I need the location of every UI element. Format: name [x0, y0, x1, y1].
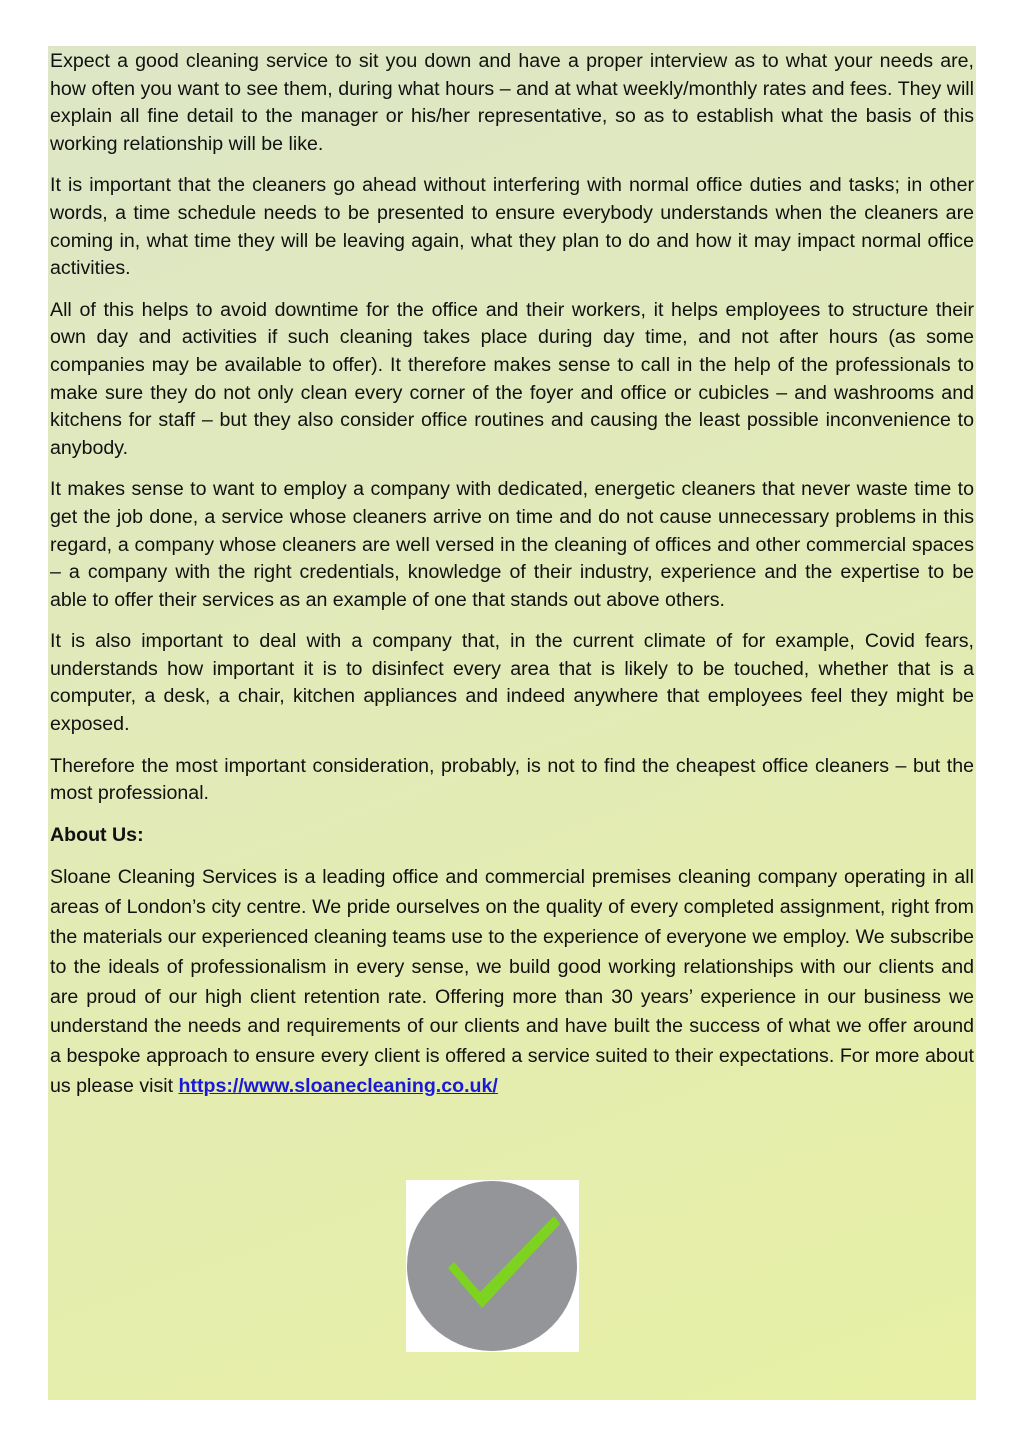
about-text: Sloane Cleaning Services is a leading office and commercial premises cleaning company operating in all areas of London’s city centre. We pride ourselves on the quality of every completed assignment, right from the materials our experienced cleaning teams use to the experience of everyone we employ. We subscribe to the ideals of professionalism in every sense, we build good working relationships with our clients and are proud of our high client retention rate. Offering more than 30 years’ experience in our business we understand the needs and requirements of our clients and have built the success of what we offer around a bespoke approach to ensure every client is offered a service suited to their expectations. For more about us please visit — [50, 866, 974, 1098]
paragraph-downtime: All of this helps to avoid downtime for the office and their workers, it helps employees to structure their own day and activities if such cleaning takes place during day time, and not after hours (as some companies may be available to offer). It therefore makes sense to call in the help of the professionals to make sure they do not only clean every corner of the foyer and office or cubicles – and washrooms and kitchens for staff – but they also consider office routines and causing the least possible inconvenience to anybody. — [50, 298, 974, 459]
document-body — [50, 48, 974, 1102]
badge-circle — [407, 1181, 577, 1351]
paragraph-interview: Expect a good cleaning service to sit you down and have a proper interview as to what your needs are, how often you want to see them, during what hours – and at what weekly/monthly rates and fees. They will explain all fine detail to the manager or his/her representative, so as to establish what the basis of this working relationship will be like. — [50, 50, 974, 155]
about-section — [50, 863, 974, 1101]
paragraph-schedule: It is important that the cleaners go ahead without interfering with normal office duties and tasks; in other words, a time schedule needs to be presented to ensure everybody understands when the cleaners are coming in, what time they will be leaving again, what they plan to do and how it may impact normal office activities. — [50, 174, 974, 280]
paragraph-dedicated-cleaners: It makes sense to want to employ a company with dedicated, energetic cleaners that never waste time to get the job done, a service whose cleaners arrive on time and do not cause unnecessary problems in this regard, a company whose cleaners are well versed in the cleaning of offices and other commercial spaces – a company with the right credentials, knowledge of their industry, experience and the expertise to be able to offer their services as an example of one that stands out above others. — [50, 478, 974, 611]
paragraph-conclusion: Therefore the most important consideration, probably, is not to find the cheapest office cleaners – but the most professional. — [50, 754, 974, 805]
about-paragraph — [50, 863, 974, 1101]
paragraph-covid: It is also important to deal with a company that, in the current climate of for example, Covid fears, understands how important it is to disinfect every area that is likely to be touched, whether that is a computer, a desk, a chair, kitchen appliances and indeed anywhere that employees feel they might be exposed. — [50, 630, 974, 736]
about-heading: About Us: — [50, 823, 144, 846]
website-link[interactable]: https://www.sloanecleaning.co.uk/ — [178, 1075, 498, 1098]
checkmark-icon — [406, 1180, 579, 1352]
checkmark-badge — [406, 1180, 579, 1352]
